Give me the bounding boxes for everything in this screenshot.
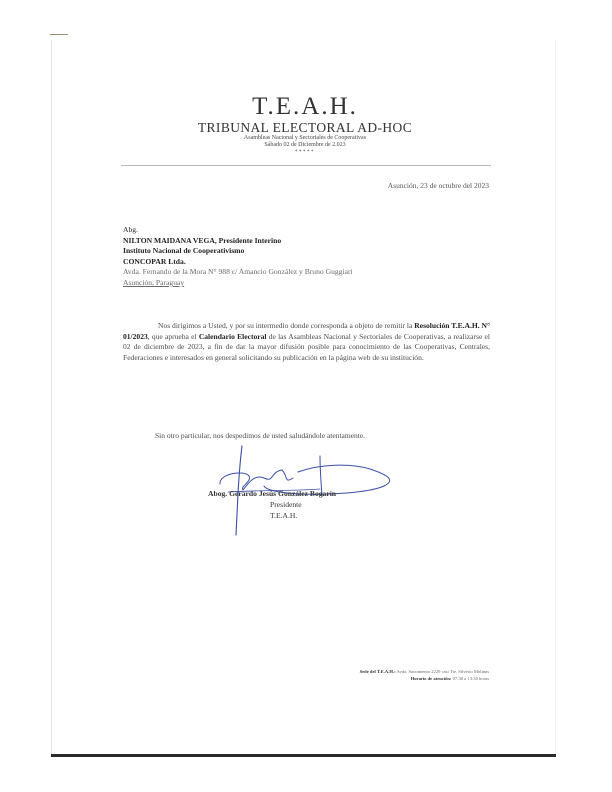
letter-date: Asunción, 23 de octubre del 2023 (387, 181, 489, 190)
signer-organization: T.E.A.H. (270, 511, 298, 520)
addressee-name: NILTON MAIDANA VEGA, Presidente Interino (123, 235, 282, 245)
footer-hours-value: 07:30 a 13:30 horas (451, 675, 489, 681)
page-corner-mark (50, 34, 68, 35)
body-text-1: Nos dirigimos a Usted, y por su intermedio donde corresponda a objeto de remitir la (158, 321, 415, 330)
footer (360, 669, 489, 682)
signer-name: Abog. Gerardo Jesús González Bogarín (208, 489, 337, 498)
letterhead-name: TRIBUNAL ELECTORAL AD-HOC (197, 120, 413, 135)
footer-seat-value: Avda. Sacramento 2229 casi Tte. Silverio Molinas (395, 669, 489, 674)
signer-role: Presidente (270, 500, 302, 509)
calendar-reference: Calendario Electoral (198, 331, 267, 341)
page-right-edge (555, 40, 556, 755)
page-left-edge (51, 40, 52, 755)
addressee-city: Asunción, Paraguay (123, 277, 185, 287)
body-text-2: , que aprueba el (147, 331, 199, 341)
addressee-address: Avda. Fernando de la Mora N° 988 c/ Amancio González y Bruno Guggiari (123, 267, 353, 277)
footer-hours-label: Horario de atención: (410, 675, 452, 681)
resolution-reference: Resolución T.E.A.H. N° 01/2023 (123, 321, 491, 341)
footer-hours (360, 676, 489, 683)
addressee-block (123, 225, 353, 289)
addressee-acronym: CONCOPAR Ltda. (123, 256, 186, 266)
body-text-3: de las Asambleas Nacional y Sectoriales de Cooperativas, a realizarse el 02 de diciembre de 2023, a fin de dar la mayor difusión posible para conocimiento de las Cooperativas, Centrales, Federaciones e interesados en general solicitando su publicación en la página web de su institución. (123, 331, 490, 362)
addressee-title: Abg. (123, 225, 138, 234)
page-bottom-edge (51, 754, 556, 757)
signature-block (208, 488, 336, 521)
addressee-institution: Instituto Nacional de Cooperativismo (123, 246, 245, 256)
letterhead-subtitle-1: Asambleas Nacional y Sectoriales de Cooperativas (243, 135, 367, 141)
closing-line: Sin otro particular, nos despedimos de usted saludándole atentamente. (155, 431, 366, 440)
letter-body (123, 321, 490, 363)
footer-seat-label: Sede del T.E.A.H.: (359, 669, 396, 674)
letterhead (160, 94, 450, 156)
letterhead-divider (121, 165, 491, 166)
letterhead-stars: ***** (295, 150, 315, 155)
letterhead-logo: T.E.A.H. (252, 93, 358, 120)
signature-stroke (220, 470, 293, 490)
letterhead-subtitle-2: Sábado 02 de Diciembre de 2.023 (264, 142, 346, 148)
